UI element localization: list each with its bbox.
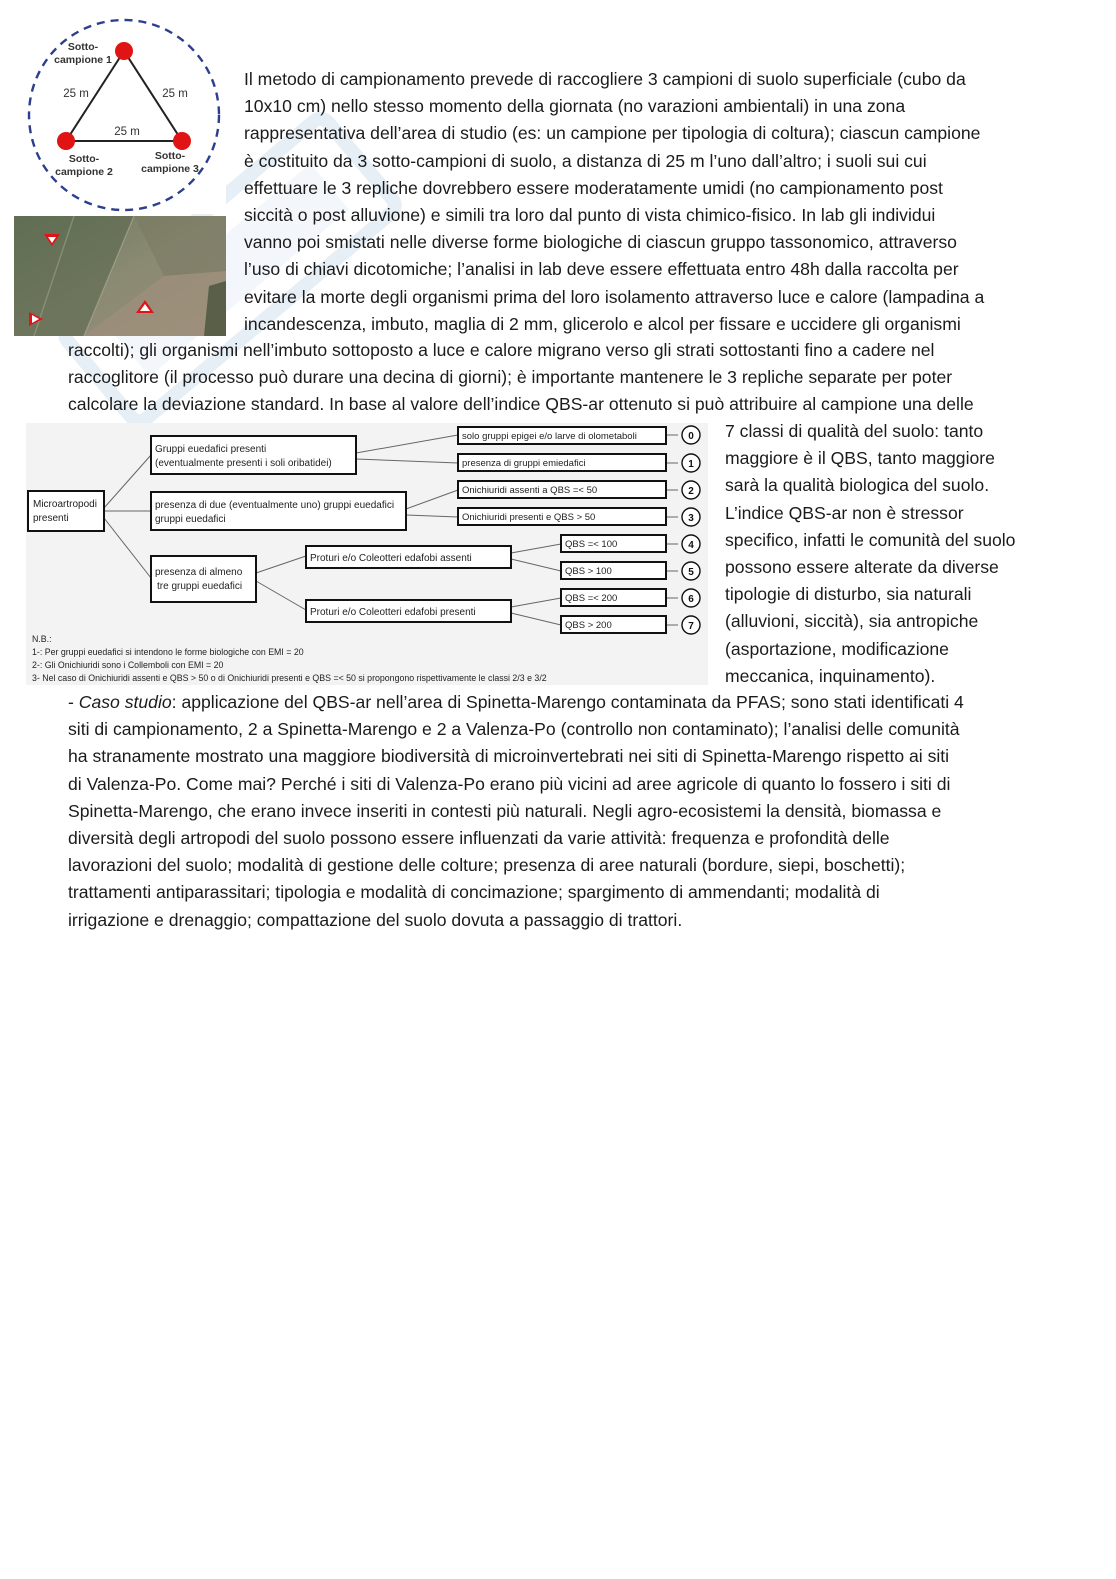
text-line: l’uso di chiavi dicotomiche; l’analisi in lab deve essere effettuata entro 48h dalla raccolta per	[244, 259, 959, 280]
qbs-note: N.B.:	[32, 634, 52, 644]
text-line: siti di campionamento, 2 a Spinetta-Marengo e 2 a Valenza-Po (controllo non contaminato); l’analisi delle comunità	[68, 719, 960, 740]
text-line: trattamenti antiparassitari; tipologia e modalità di concimazione; spargimento di ammendanti; modalità di	[68, 882, 880, 903]
text-line: irrigazione e drenaggio; compattazione del suolo dovuta a passaggio di trattori.	[68, 909, 683, 930]
text-span: : applicazione del QBS-ar nell’area di Spinetta-Marengo contaminata da PFAS; sono stati identificati 4	[171, 692, 964, 712]
label-subsample-3b: campione 3	[141, 163, 199, 175]
qbs-class-number: 5	[688, 567, 694, 578]
label-subsample-2b: campione 2	[55, 166, 113, 178]
text-line: diversità degli artropodi del suolo possono essere influenzati da varie attività: frequenza e profondità delle	[68, 828, 890, 849]
text-line: possono essere alterate da diverse	[725, 557, 999, 578]
text-line: meccanica, inquinamento).	[725, 665, 936, 686]
label-subsample-1a: Sotto-	[67, 41, 99, 53]
text-line: ha stranamente mostrato una maggiore biodiversità di microinvertebrati nei siti di Spinetta-Marengo rispetto ai siti	[68, 746, 950, 767]
qbs-explanation-paragraph	[725, 418, 1015, 690]
text-line: calcolare la deviazione standard. In base al valore dell’indice QBS-ar ottenuto si può attribuire al campione una delle	[68, 394, 974, 415]
qbs-outcome-label: QBS =< 200	[565, 593, 618, 604]
qbs-class-number: 0	[688, 431, 694, 442]
text-line: tipologie di disturbo, sia naturali	[725, 584, 972, 605]
text-line: sarà la qualità biologica del suolo.	[725, 475, 990, 496]
qbs-outcome-label: Onichiuridi presenti e QBS > 50	[462, 512, 596, 523]
qbs-outcome-label: Onichiuridi assenti a QBS =< 50	[462, 485, 598, 496]
sample-point-2	[57, 132, 75, 150]
text-line: (alluvioni, siccità), sia antropiche	[725, 611, 979, 632]
text-line: Il metodo di campionamento prevede di raccogliere 3 campioni di suolo superficiale (cubo da	[244, 69, 966, 89]
methodology-paragraph-wrapped	[244, 66, 984, 338]
text-line: 10x10 cm) nello stesso momento della giornata (no varazioni ambientali) in una zona	[244, 96, 906, 117]
text-line: maggiore è il QBS, tanto maggiore	[725, 448, 995, 469]
qbs-level1-label: gruppi euedafici	[155, 514, 226, 525]
text-line: raccoglitore (il processo può durare una decina di giorni); è importante mantenere le 3 repliche separate per poter	[68, 367, 953, 388]
text-line: incandescenza, imbuto, maglia di 2 mm, glicerolo e alcol per fissare e uccidere gli organismi	[244, 313, 961, 334]
qbs-root-label: Microartropodi	[33, 499, 97, 510]
qbs-level1-label: presenza di due (eventualmente uno) gruppi euedafici	[155, 500, 395, 511]
text-line: 7 classi di qualità del suolo: tanto	[725, 421, 984, 441]
qbs-class-number: 1	[688, 459, 694, 470]
qbs-root-label: presenti	[33, 513, 69, 524]
qbs-outcome-label: solo gruppi epigei e/o larve di olometaboli	[462, 431, 637, 442]
text-line: è costituito da 3 sotto-campioni di suolo, a distanza di 25 m l’uno dall’altro; i suoli sui cui	[244, 150, 927, 171]
qbs-outcome-label: QBS > 200	[565, 620, 612, 631]
sample-point-1	[115, 42, 133, 60]
qbs-outcome-label: QBS =< 100	[565, 539, 618, 550]
text-line: raccolti); gli organismi nell’imbuto sottoposto a luce e calore migrano verso gli strati sottostanti fino a cadere nel	[68, 340, 935, 360]
text-line: specifico, infatti le comunità del suolo	[725, 529, 1016, 550]
text-line: vanno poi smistati nelle diverse forme biologiche di ciascun gruppo tassonomico, attraverso	[244, 232, 957, 253]
qbs-level2-label: Proturi e/o Coleotteri edafobi presenti	[310, 607, 476, 618]
label-subsample-3a: Sotto-	[154, 150, 186, 162]
text-line: lavorazioni del suolo; modalità di gestione delle colture; presenza di aree naturali (bordure, siepi, boschetti);	[68, 855, 906, 876]
label-subsample-1b: campione 1	[54, 54, 112, 66]
text-line: evitare la morte degli organismi prima del loro isolamento attraverso luce e calore (lampadina a	[244, 286, 985, 307]
qbs-level1-label: (eventualmente presenti i soli oribatidei)	[155, 458, 332, 469]
aerial-photo	[14, 216, 226, 336]
text-line: effettuare le 3 repliche dovrebbero essere moderatamente umidi (no campionamento post	[244, 177, 943, 198]
distance-right: 25 m	[162, 88, 188, 100]
qbs-level1-label: tre gruppi euedafici	[157, 581, 243, 592]
qbs-level1-label: Gruppi euedafici presenti	[155, 444, 267, 455]
text-line	[68, 689, 964, 716]
text-line: L’indice QBS-ar non è stressor	[725, 502, 964, 523]
qbs-note: 2-: Gli Onichiuridi sono i Collemboli con EMI = 20	[32, 660, 224, 670]
qbs-class-number: 4	[688, 540, 694, 551]
distance-bottom: 25 m	[114, 126, 140, 138]
qbs-outcome-label: QBS > 100	[565, 566, 612, 577]
case-study-paragraph	[68, 689, 964, 934]
text-line: rappresentativa dell’area di studio (es: un campione per tipologia di coltura); ciascun campione	[244, 123, 981, 144]
text-line: di Valenza-Po. Come mai? Perché i siti di Valenza-Po erano più vicini ad aree agricole di quanto lo fossero i siti di	[68, 773, 951, 794]
qbs-outcome-label: presenza di gruppi emiedafici	[462, 458, 586, 469]
text-line: Spinetta-Marengo, che erano invece inseriti in contesti più naturali. Negli agro-ecosistemi la densità, biomassa e	[68, 800, 942, 821]
case-study-label: Caso studio	[78, 692, 172, 712]
qbs-class-number: 2	[688, 486, 694, 497]
sampling-scheme-diagram	[14, 16, 226, 214]
qbs-note: 3- Nel caso di Onichiuridi assenti e QBS > 50 o di Onichiuridi presenti e QBS =< 50 si propongono rispettivamente le classi 2/3 e 3/2	[32, 673, 547, 683]
qbs-root-box	[28, 491, 104, 531]
qbs-class-number: 6	[688, 594, 694, 605]
qbs-level1-box	[151, 556, 256, 602]
distance-left: 25 m	[63, 88, 89, 100]
qbs-level1-label: presenza di almeno	[155, 567, 243, 578]
sample-point-3	[173, 132, 191, 150]
qbs-class-number: 7	[688, 621, 694, 632]
text-line: (asportazione, modificazione	[725, 638, 949, 659]
qbs-class-number: 3	[688, 513, 694, 524]
list-dash: -	[68, 692, 79, 712]
qbs-note: 1-: Per gruppi euedafici si intendono le forme biologiche con EMI = 20	[32, 647, 304, 657]
qbs-classification-diagram	[26, 423, 708, 685]
methodology-paragraph-continued	[68, 337, 974, 419]
qbs-level2-label: Proturi e/o Coleotteri edafobi assenti	[310, 553, 472, 564]
label-subsample-2a: Sotto-	[68, 153, 100, 165]
text-line: siccità o post alluvione) e simili tra loro dal punto di vista chimico-fisico. In lab gli individui	[244, 205, 936, 226]
